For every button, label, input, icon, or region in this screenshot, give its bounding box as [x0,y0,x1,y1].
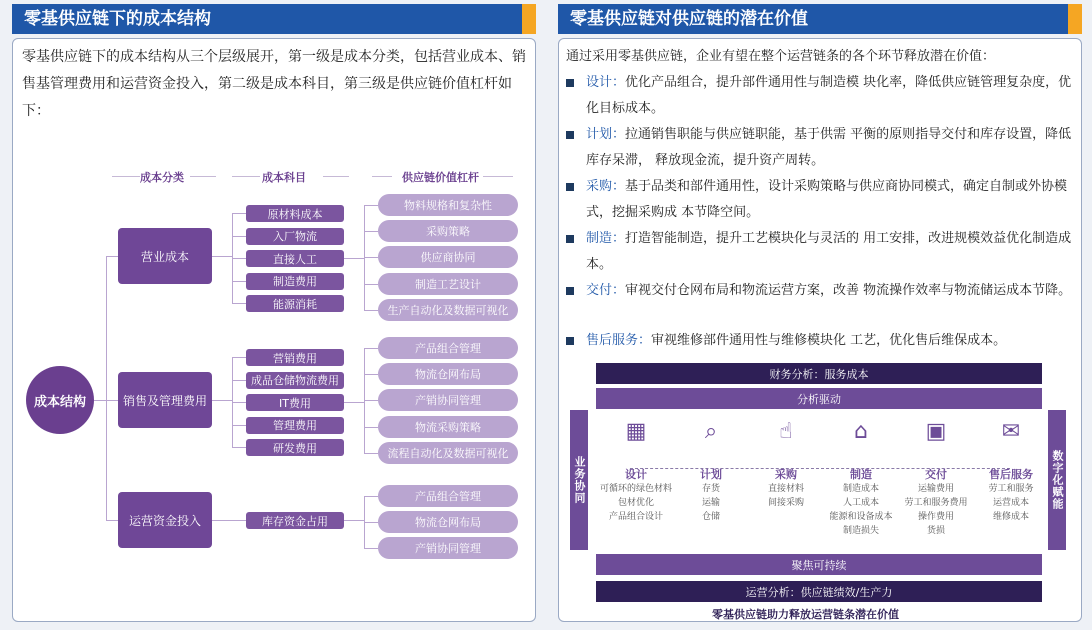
lever-branch [364,548,378,549]
value-lever: 物流仓网布局 [378,511,518,533]
bullet-body: 拉通销售职能与供应链职能，基于供需 平衡的原则指导交付和库存设置，降低库存呆滞， 释放现金流，提升资产周转。 [586,127,1072,168]
stage-item: 制造成本 [842,484,879,494]
stage-item: 运输 [701,498,720,508]
bullet-label: 交付： [586,283,626,298]
cost-account: 管理费用 [246,417,344,434]
stage-column-计划 [671,418,751,524]
sub-branch [232,236,246,237]
bullet-square [566,131,574,139]
lever-branch [364,205,378,206]
bullet-square [566,287,574,295]
stage-name: 售后服务 [989,468,1033,481]
sub-branch [232,281,246,282]
bottom-mid-band: 聚焦可持续 [596,554,1042,575]
bullet-text [586,70,1074,122]
trunk-branch [106,256,118,257]
root-connector [94,400,106,401]
sub-branch [232,402,246,403]
root-node: 成本结构 [26,366,94,434]
level-header: 供应链价值杠杆 [402,171,479,184]
header-line-left [232,176,260,177]
diagram-caption: 零基供应链助力释放运营链条潜在价值 [712,608,899,621]
left-panel-title: 零基供应链下的成本结构 [24,9,211,29]
stage-item: 操作费用 [917,512,954,522]
header-accent [1068,4,1082,34]
value-lever: 产品组合管理 [378,485,518,507]
sub-to-lever [344,402,364,403]
stage-item: 制造损失 [842,526,879,536]
right-panel-title: 零基供应链对供应链的潜在价值 [570,9,808,29]
stage-item: 维修成本 [992,512,1029,522]
bullet-square [566,235,574,243]
level-header: 成本分类 [140,171,184,184]
bullet-label: 制造： [586,231,626,246]
trunk-branch [106,400,118,401]
lever-branch [364,427,378,428]
stage-item: 直接材料 [767,484,804,494]
stage-name: 采购 [775,468,797,481]
category-node: 营业成本 [118,228,212,284]
header-line-right [323,176,349,177]
lever-branch [364,284,378,285]
sub-branch [232,520,246,521]
header-accent [522,4,536,34]
left-panel-header [12,4,536,34]
lever-branch [364,231,378,232]
value-lever: 供应商协同 [378,246,518,268]
sub-branch [232,213,246,214]
top-dark-band: 财务分析：服务成本 [596,363,1042,384]
cost-account: 营销费用 [246,349,344,366]
value-lever: 物流采购策略 [378,416,518,438]
cat-to-sub [212,400,232,401]
category-node: 运营资金投入 [118,492,212,548]
search-chart-icon: ⌕ [704,419,718,444]
stage-item: 运营成本 [992,498,1029,508]
right-intro: 通过采用零基供应链，企业有望在整个运营链条的各个环节释放潜在价值： [566,49,996,64]
left-panel [12,38,536,622]
sub-branch [232,258,246,259]
bullet-text [586,226,1074,278]
stage-item: 人工成本 [842,498,879,508]
value-lever: 制造工艺设计 [378,273,518,295]
bullet-body: 优化产品组合，提升部件通用性与制造模 块化率，降低供应链管理复杂度，优化目标成本。 [586,75,1072,116]
cost-account: 成品仓储物流费用 [246,372,344,389]
lever-branch [364,453,378,454]
stage-column-交付 [896,418,976,538]
stage-item: 货损 [926,526,945,536]
cost-account: 库存资金占用 [246,512,344,529]
sub-to-lever [344,520,364,521]
stage-item: 产品组合设计 [608,512,663,522]
header-line-right [483,176,513,177]
bullet-text [586,278,1074,304]
lever-branch [364,348,378,349]
value-lever: 产销协同管理 [378,537,518,559]
stage-item: 能源和设备成本 [829,512,893,522]
sub-branch [232,357,246,358]
bullet-body: 审视维修部件通用性与维修模块化 工艺，优化售后维保成本。 [651,333,1007,348]
stage-item: 包材优化 [617,498,654,508]
bullet-label: 采购： [586,179,626,194]
bullet-list [566,70,1074,360]
stage-column-制造 [821,418,901,538]
sub-to-lever [344,258,364,259]
bullet-text [586,174,1074,226]
bullet-body: 打造智能制造，提升工艺模块化与灵活的 用工安排，改进规模效益优化制造成本。 [586,231,1072,272]
hand-select-icon: ☝ [779,419,793,444]
value-lever: 物料规格和复杂性 [378,194,518,216]
header-line-right [190,176,216,177]
blueprint-icon: ▦ [625,419,647,444]
value-lever: 产销协同管理 [378,389,518,411]
lever-branch [364,522,378,523]
bullet-square [566,183,574,191]
stage-item: 可循环的绿色材料 [599,484,672,494]
lever-branch [364,374,378,375]
bullet-body: 审视交付仓网布局和物流运营方案，改善 物流操作效率与物流储运成本节降。 [625,283,1072,298]
right-panel-header [558,4,1082,34]
category-node: 销售及管理费用 [118,372,212,428]
value-lever: 采购策略 [378,220,518,242]
header-line-left [112,176,140,177]
bullet-text [586,328,1074,354]
right-side-band: 数字化赋能 [1048,410,1066,550]
boxes-icon: ▣ [925,419,947,444]
bottom-dark-band: 运营分析：供应链绩效/生产力 [596,581,1042,602]
cost-account: 入厂物流 [246,228,344,245]
top-mid-band: 分析驱动 [596,388,1042,409]
lever-branch [364,257,378,258]
stage-item: 劳工和服务费用 [904,498,968,508]
value-lever: 生产自动化及数据可视化 [378,299,518,321]
cost-account: 制造费用 [246,273,344,290]
cat-to-sub [212,256,232,257]
bullet-label: 计划： [586,127,626,142]
level-header: 成本科目 [262,171,306,184]
stage-item: 劳工和服务 [988,484,1034,494]
value-lever: 产品组合管理 [378,337,518,359]
stage-name: 制造 [850,468,872,481]
value-lever: 物流仓网布局 [378,363,518,385]
stage-column-售后服务 [971,418,1051,524]
stage-column-设计 [596,418,676,524]
sub-branch [232,380,246,381]
stage-item: 间接采购 [767,498,804,508]
sub-branch [232,425,246,426]
header-line-left [372,176,392,177]
factory-icon: ⌂ [854,419,868,444]
value-lever: 流程自动化及数据可视化 [378,442,518,464]
stage-item: 存货 [701,484,720,494]
stage-name: 设计 [625,468,647,481]
lever-branch [364,496,378,497]
bullet-square [566,79,574,87]
left-intro: 零基供应链下的成本结构从三个层级展开，第一级是成本分类，包括营业成本、销售基管理费用和运营资金投入，第二级是成本科目，第三级是供应链价值杠杆如下： [22,49,526,119]
bullet-body: 基于品类和部件通用性，设计采购策略与供应商协同模式，确定自制或外协模式，挖掘采购成 本节降空间。 [586,179,1068,220]
cost-account: 直接人工 [246,250,344,267]
stage-column-采购 [746,418,826,510]
stage-item: 运输费用 [917,484,954,494]
lever-branch [364,310,378,311]
stage-item: 仓储 [701,512,720,522]
stage-name: 计划 [700,468,722,481]
bullet-label: 售后服务： [586,333,652,348]
left-side-band: 业务协同 [570,410,588,550]
bullet-text [586,122,1074,174]
cost-account: 原材料成本 [246,205,344,222]
trunk-branch [106,520,118,521]
cost-account: 研发费用 [246,439,344,456]
trunk-line [106,256,107,520]
cat-to-sub [212,520,232,521]
bullet-label: 设计： [586,75,626,90]
cost-account: 能源消耗 [246,295,344,312]
lever-branch [364,400,378,401]
cost-account: IT费用 [246,394,344,411]
stage-name: 交付 [925,468,947,481]
bullet-square [566,337,574,345]
sub-branch [232,303,246,304]
service-icon: ✉ [1001,419,1021,444]
sub-branch [232,447,246,448]
